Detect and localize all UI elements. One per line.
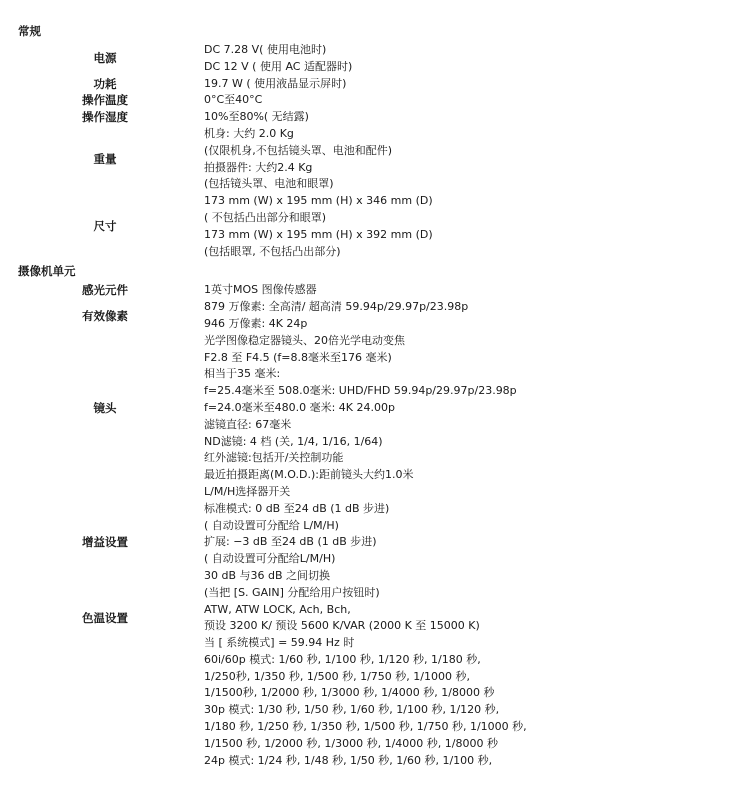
spec-line: F2.8 至 F4.5 (f=8.8毫米至176 毫米): [204, 350, 392, 364]
spec-label: 电源: [93, 51, 117, 66]
spec-line: (包括眼罩, 不包括凸出部分): [204, 244, 341, 258]
spec-label: 有效像素: [82, 308, 128, 323]
spec-line: (包括镜头罩、电池和眼罩): [204, 177, 334, 191]
spec-row-power-consumption: [0, 76, 750, 93]
spec-line: DC 12 V ( 使用 AC 适配器时): [204, 59, 353, 73]
spec-row-effective-pixels: [0, 299, 750, 333]
spec-line: ATW, ATW LOCK, Ach, Bch,: [204, 602, 351, 616]
spec-row-operating-humidity: [0, 109, 750, 126]
spec-row-operating-temperature: [0, 92, 750, 109]
spec-line: 30p 模式: 1/30 秒, 1/50 秒, 1/60 秒, 1/100 秒, 1/120 秒,: [204, 703, 500, 717]
spec-row-gain-settings: [0, 484, 750, 602]
spec-label: 重量: [93, 152, 117, 167]
spec-values: [204, 92, 750, 109]
spec-label: 色温设置: [82, 610, 128, 625]
spec-values: [204, 42, 750, 76]
spec-values: [204, 635, 750, 769]
spec-row-color-temperature: [0, 602, 750, 636]
spec-line: (当把 [S. GAIN] 分配给用户按钮时): [204, 585, 380, 599]
spec-values: [204, 299, 750, 333]
spec-line: 1/250秒, 1/350 秒, 1/500 秒, 1/750 秒, 1/1000 秒,: [204, 669, 470, 683]
spec-label: 功耗: [93, 76, 117, 91]
spec-line: 0°C至40°C: [204, 93, 263, 107]
spec-line: 预设 3200 K/ 预设 5600 K/VAR (2000 K 至 15000 K): [204, 619, 480, 633]
spec-line: 60i/60p 模式: 1/60 秒, 1/100 秒, 1/120 秒, 1/180 秒,: [204, 652, 481, 666]
spec-line: 最近拍摄距离(M.O.D.):距前镜头大约1.0米: [204, 468, 414, 482]
spec-label: 镜头: [93, 400, 117, 415]
spec-line: 10%至80%( 无结露): [204, 110, 309, 124]
spec-line: 173 mm (W) x 195 mm (H) x 346 mm (D): [204, 194, 433, 208]
spec-values: [204, 193, 750, 260]
spec-row-weight: [0, 126, 750, 193]
spec-line: 879 万像素: 全高清/ 超高清 59.94p/29.97p/23.98p: [204, 300, 469, 314]
spec-label: 尺寸: [93, 219, 117, 234]
spec-line: 1/1500 秒, 1/2000 秒, 1/3000 秒, 1/4000 秒, 1/8000 秒: [204, 736, 498, 750]
section-heading-general: 常规: [18, 24, 41, 38]
spec-values: [204, 602, 750, 636]
spec-line: 19.7 W ( 使用液晶显示屏时): [204, 76, 347, 90]
spec-line: L/M/H选择器开关: [204, 484, 291, 498]
spec-line: 标准模式: 0 dB 至24 dB (1 dB 步进): [204, 501, 390, 515]
spec-values: [204, 76, 750, 93]
spec-values: [204, 282, 750, 299]
spec-row-power: [0, 42, 750, 76]
spec-line: ( 自动设置可分配给 L/M/H): [204, 518, 339, 532]
spec-row-lens: [0, 333, 750, 484]
spec-line: 相当于35 毫米:: [204, 367, 281, 381]
spec-line: 机身: 大约 2.0 Kg: [204, 126, 294, 140]
spec-line: ND滤镜: 4 档 (关, 1/4, 1/16, 1/64): [204, 434, 383, 448]
spec-line: 拍摄器件: 大约2.4 Kg: [204, 160, 313, 174]
spec-line: 24p 模式: 1/24 秒, 1/48 秒, 1/50 秒, 1/60 秒, 1/100 秒,: [204, 753, 493, 767]
spec-values: [204, 109, 750, 126]
spec-line: 扩展: −3 dB 至24 dB (1 dB 步进): [204, 535, 377, 549]
spec-label: 操作湿度: [82, 110, 128, 125]
spec-line: 当 [ 系统模式] = 59.94 Hz 时: [204, 636, 355, 650]
spec-values: [204, 333, 750, 484]
spec-line: DC 7.28 V( 使用电池时): [204, 43, 327, 56]
spec-values: [204, 484, 750, 602]
spec-line: (仅限机身,不包括镜头罩、电池和配件): [204, 143, 393, 157]
spec-label: 增益设置: [82, 535, 128, 550]
spec-row-sensor: [0, 282, 750, 299]
spec-line: 1英寸MOS 图像传感器: [204, 283, 317, 297]
spec-line: 滤镜直径: 67毫米: [204, 417, 292, 431]
spec-line: 1/180 秒, 1/250 秒, 1/350 秒, 1/500 秒, 1/750 秒, 1/1000 秒,: [204, 720, 527, 734]
section-heading-camera-unit: 摄像机单元: [18, 264, 76, 279]
spec-label: 操作温度: [82, 93, 128, 108]
spec-line: 30 dB 与36 dB 之间切换: [204, 568, 331, 582]
spec-label: 感光元件: [82, 283, 128, 298]
spec-line: 光学图像稳定器镜头、20倍光学电动变焦: [204, 333, 405, 347]
spec-line: 173 mm (W) x 195 mm (H) x 392 mm (D): [204, 227, 433, 241]
spec-line: 红外滤镜:包括开/关控制功能: [204, 451, 344, 465]
spec-row-dimensions: [0, 193, 750, 260]
spec-line: ( 不包括凸出部分和眼罩): [204, 210, 327, 224]
spec-line: ( 自动设置可分配给L/M/H): [204, 552, 336, 566]
spec-line: 946 万像素: 4K 24p: [204, 316, 308, 330]
spec-values: [204, 126, 750, 193]
spec-line: f=25.4毫米至 508.0毫米: UHD/FHD 59.94p/29.97p/23.98p: [204, 384, 517, 398]
spec-row-shutter-speed: [0, 635, 750, 769]
spec-line: f=24.0毫米至480.0 毫米: 4K 24.00p: [204, 400, 395, 414]
spec-line: 1/1500秒, 1/2000 秒, 1/3000 秒, 1/4000 秒, 1/8000 秒: [204, 686, 495, 700]
